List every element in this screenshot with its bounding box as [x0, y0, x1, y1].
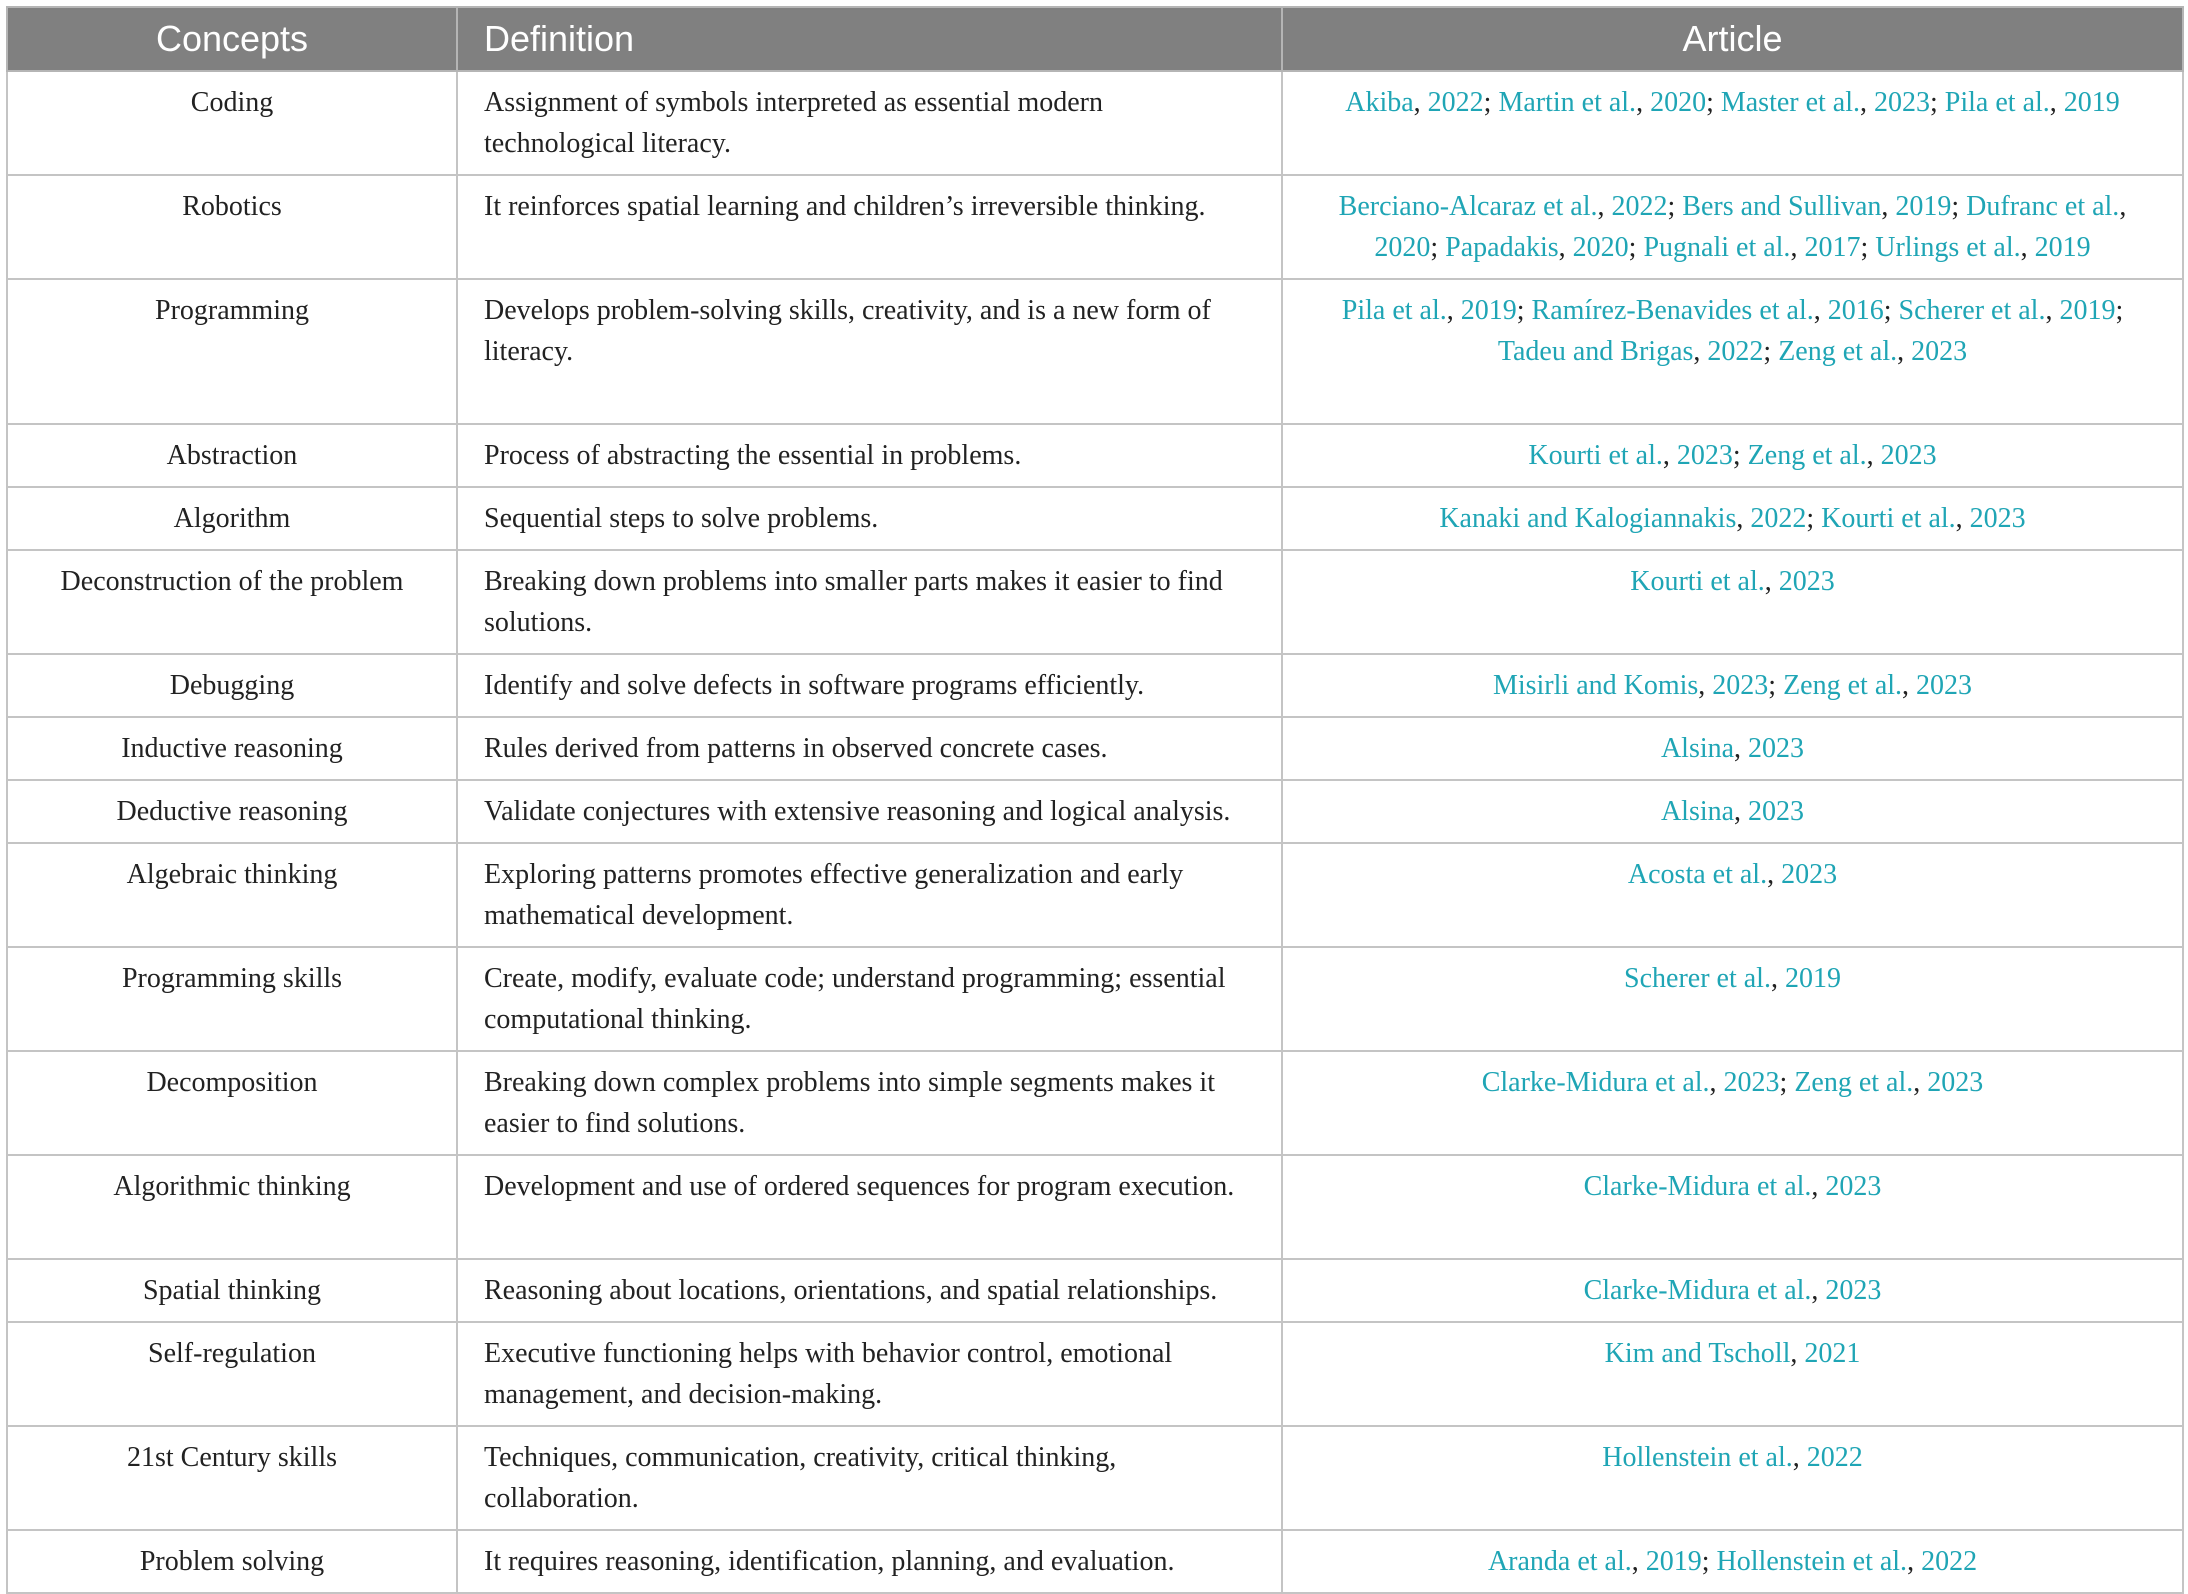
citation-author-link[interactable]: Clarke-Midura et al. [1583, 1275, 1812, 1306]
citation-year-link[interactable]: 2020 [1572, 232, 1629, 263]
definition-cell: Techniques, communication, creativity, critical thinking, collaboration. [457, 1426, 1282, 1530]
citation-author-link[interactable]: Martin et al. [1498, 87, 1637, 118]
header-article: Article [1282, 7, 2183, 71]
citation-author-link[interactable]: Aranda et al. [1487, 1546, 1632, 1577]
citation-author-link[interactable]: Misirli and Komis [1492, 670, 1699, 701]
table-row [7, 279, 2183, 424]
citation-author-link[interactable]: Hollenstein et al. [1716, 1546, 1908, 1577]
citation-year-link[interactable]: 2023 [1676, 440, 1733, 471]
citation-year-link[interactable]: 2017 [1804, 232, 1861, 263]
definition-cell: Breaking down problems into smaller parts makes it easier to find solutions. [457, 550, 1282, 654]
citation-author-link[interactable]: Pila et al. [1944, 87, 2050, 118]
citation-year-link[interactable]: 2019 [2034, 232, 2091, 263]
definition-cell: Assignment of symbols interpreted as essential modern technological literacy. [457, 71, 1282, 175]
citation-author-link[interactable]: Kim and Tscholl [1604, 1338, 1791, 1369]
concept-cell: Programming skills [7, 947, 457, 1051]
citation-year-link[interactable]: 2016 [1827, 295, 1884, 326]
citation-year-link[interactable]: 2021 [1804, 1338, 1861, 1369]
citation-author-link[interactable]: Alsina [1660, 733, 1735, 764]
citation-author-link[interactable]: Scherer et al. [1624, 963, 1771, 994]
concept-cell: Coding [7, 71, 457, 175]
citation-author-link[interactable]: Kourti et al. [1630, 566, 1765, 597]
definition-cell: Breaking down complex problems into simple segments makes it easier to find solutions. [457, 1051, 1282, 1155]
citation-author-link[interactable]: Kourti et al. [1821, 503, 1956, 534]
citation-year-link[interactable]: 2023 [1825, 1275, 1882, 1306]
citation-year-link[interactable]: 2020 [1374, 232, 1431, 263]
citation-year-link[interactable]: 2023 [1781, 859, 1838, 890]
citation-year-link[interactable]: 2023 [1748, 796, 1805, 827]
concept-cell: Debugging [7, 654, 457, 717]
table-header [7, 7, 2183, 71]
article-cell: Akiba, 2022; Martin et al., 2020; Master et al., 2023; Pila et al., 2019 [1282, 71, 2183, 175]
citation-author-link[interactable]: Urlings et al. [1875, 232, 2021, 263]
article-cell: Acosta et al., 2023 [1282, 843, 2183, 947]
citation-year-link[interactable]: 2023 [1825, 1171, 1882, 1202]
article-cell: Alsina, 2023 [1282, 717, 2183, 780]
concept-cell: Algebraic thinking [7, 843, 457, 947]
article-cell: Berciano-Alcaraz et al., 2022; Bers and Sullivan, 2019; Dufranc et al., 2020; Papadakis, 2020; Pugnali et al., 2017; Urlings et al., 2019 [1282, 175, 2183, 279]
citation-year-link[interactable]: 2022 [1427, 87, 1484, 118]
citation-year-link[interactable]: 2023 [1874, 87, 1931, 118]
citation-author-link[interactable]: Alsina [1660, 796, 1735, 827]
definition-cell: Executive functioning helps with behavior control, emotional management, and decision-making. [457, 1322, 1282, 1426]
table-row [7, 71, 2183, 175]
concept-cell: Decomposition [7, 1051, 457, 1155]
citation-year-link[interactable]: 2020 [1650, 87, 1707, 118]
citation-author-link[interactable]: Zeng et al. [1778, 336, 1898, 367]
citation-author-link[interactable]: Ramírez-Benavides et al. [1531, 295, 1814, 326]
concept-cell: Programming [7, 279, 457, 424]
concept-cell: Spatial thinking [7, 1259, 457, 1322]
table-row [7, 717, 2183, 780]
concept-cell: Algorithmic thinking [7, 1155, 457, 1259]
article-cell: Misirli and Komis, 2023; Zeng et al., 2023 [1282, 654, 2183, 717]
table-row [7, 1530, 2183, 1593]
article-cell: Scherer et al., 2019 [1282, 947, 2183, 1051]
citation-year-link[interactable]: 2023 [1911, 336, 1968, 367]
table-row [7, 550, 2183, 654]
citation-year-link[interactable]: 2019 [2059, 295, 2116, 326]
table-row [7, 175, 2183, 279]
citation-author-link[interactable]: Berciano-Alcaraz et al. [1338, 191, 1598, 222]
definition-cell: Sequential steps to solve problems. [457, 487, 1282, 550]
table-row [7, 1155, 2183, 1259]
table-row [7, 947, 2183, 1051]
concept-cell: Inductive reasoning [7, 717, 457, 780]
definition-cell: It requires reasoning, identification, planning, and evaluation. [457, 1530, 1282, 1593]
citation-author-link[interactable]: Clarke-Midura et al. [1583, 1171, 1812, 1202]
concept-cell: Problem solving [7, 1530, 457, 1593]
concept-cell: Self-regulation [7, 1322, 457, 1426]
citation-author-link[interactable]: Clarke-Midura et al. [1481, 1067, 1710, 1098]
citation-year-link[interactable]: 2019 [1895, 191, 1952, 222]
table-row [7, 1051, 2183, 1155]
article-cell: Kourti et al., 2023; Zeng et al., 2023 [1282, 424, 2183, 487]
citation-year-link[interactable]: 2023 [1748, 733, 1805, 764]
citation-author-link[interactable]: Zeng et al. [1783, 670, 1903, 701]
citation-year-link[interactable]: 2023 [1880, 440, 1937, 471]
article-cell: Hollenstein et al., 2022 [1282, 1426, 2183, 1530]
citation-year-link[interactable]: 2022 [1611, 191, 1668, 222]
citation-author-link[interactable]: Kanaki and Kalogiannakis [1439, 503, 1737, 534]
citation-author-link[interactable]: Hollenstein et al. [1602, 1442, 1793, 1473]
concepts-table-container [6, 6, 2182, 1594]
citation-author-link[interactable]: Akiba [1345, 87, 1414, 118]
definition-cell: Development and use of ordered sequences for program execution. [457, 1155, 1282, 1259]
definition-cell: Exploring patterns promotes effective generalization and early mathematical development. [457, 843, 1282, 947]
table-body [7, 71, 2183, 1593]
definition-cell: It reinforces spatial learning and children’s irreversible thinking. [457, 175, 1282, 279]
header-row [7, 7, 2183, 71]
citation-author-link[interactable]: Bers and Sullivan [1682, 191, 1882, 222]
concept-cell: Abstraction [7, 424, 457, 487]
citation-year-link[interactable]: 2023 [1712, 670, 1769, 701]
citation-year-link[interactable]: 2019 [1460, 295, 1517, 326]
citation-year-link[interactable]: 2019 [2063, 87, 2120, 118]
citation-author-link[interactable]: Master et al. [1720, 87, 1861, 118]
citation-author-link[interactable]: Papadakis [1445, 232, 1559, 263]
table-row [7, 654, 2183, 717]
citation-year-link[interactable]: 2023 [1916, 670, 1973, 701]
table-row [7, 1426, 2183, 1530]
definition-cell: Develops problem-solving skills, creativity, and is a new form of literacy. [457, 279, 1282, 424]
citation-author-link[interactable]: Dufranc et al. [1966, 191, 2120, 222]
article-cell: Aranda et al., 2019; Hollenstein et al., 2022 [1282, 1530, 2183, 1593]
article-cell: Clarke-Midura et al., 2023; Zeng et al., 2023 [1282, 1051, 2183, 1155]
concepts-table [6, 6, 2184, 1594]
header-concepts: Concepts [7, 7, 457, 71]
article-cell: Alsina, 2023 [1282, 780, 2183, 843]
definition-cell: Identify and solve defects in software programs efficiently. [457, 654, 1282, 717]
citation-year-link[interactable]: 2023 [1927, 1067, 1984, 1098]
table-row [7, 1322, 2183, 1426]
citation-author-link[interactable]: Acosta et al. [1627, 859, 1768, 890]
concept-cell: Deductive reasoning [7, 780, 457, 843]
table-row [7, 487, 2183, 550]
definition-cell: Process of abstracting the essential in problems. [457, 424, 1282, 487]
table-row [7, 843, 2183, 947]
article-cell: Kourti et al., 2023 [1282, 550, 2183, 654]
article-cell: Clarke-Midura et al., 2023 [1282, 1155, 2183, 1259]
citation-author-link[interactable]: Tadeu and Brigas [1497, 336, 1694, 367]
article-cell: Pila et al., 2019; Ramírez-Benavides et al., 2016; Scherer et al., 2019; Tadeu and Brigas, 2022; Zeng et al., 2023 [1282, 279, 2183, 424]
citation-year-link[interactable]: 2022 [1750, 503, 1807, 534]
concept-cell: 21st Century skills [7, 1426, 457, 1530]
definition-cell: Rules derived from patterns in observed concrete cases. [457, 717, 1282, 780]
concept-cell: Deconstruction of the problem [7, 550, 457, 654]
citation-year-link[interactable]: 2019 [1645, 1546, 1702, 1577]
citation-year-link[interactable]: 2022 [1707, 336, 1764, 367]
citation-year-link[interactable]: 2023 [1723, 1067, 1780, 1098]
concept-cell: Algorithm [7, 487, 457, 550]
citation-author-link[interactable]: Zeng et al. [1747, 440, 1867, 471]
table-row [7, 1259, 2183, 1322]
definition-cell: Create, modify, evaluate code; understand programming; essential computational thinking. [457, 947, 1282, 1051]
article-cell: Kanaki and Kalogiannakis, 2022; Kourti et al., 2023 [1282, 487, 2183, 550]
citation-year-link[interactable]: 2022 [1921, 1546, 1978, 1577]
article-cell: Clarke-Midura et al., 2023 [1282, 1259, 2183, 1322]
article-cell: Kim and Tscholl, 2021 [1282, 1322, 2183, 1426]
citation-author-link[interactable]: Pila et al. [1341, 295, 1447, 326]
citation-author-link[interactable]: Pugnali et al. [1643, 232, 1791, 263]
header-definition: Definition [457, 7, 1282, 71]
citation-year-link[interactable]: 2023 [1778, 566, 1835, 597]
definition-cell: Validate conjectures with extensive reasoning and logical analysis. [457, 780, 1282, 843]
citation-year-link[interactable]: 2023 [1969, 503, 2026, 534]
citation-year-link[interactable]: 2019 [1784, 963, 1841, 994]
concept-cell: Robotics [7, 175, 457, 279]
table-row [7, 780, 2183, 843]
table-row [7, 424, 2183, 487]
definition-cell: Reasoning about locations, orientations, and spatial relationships. [457, 1259, 1282, 1322]
citation-author-link[interactable]: Zeng et al. [1794, 1067, 1914, 1098]
citation-author-link[interactable]: Kourti et al. [1528, 440, 1663, 471]
citation-author-link[interactable]: Scherer et al. [1898, 295, 2046, 326]
citation-year-link[interactable]: 2022 [1806, 1442, 1863, 1473]
